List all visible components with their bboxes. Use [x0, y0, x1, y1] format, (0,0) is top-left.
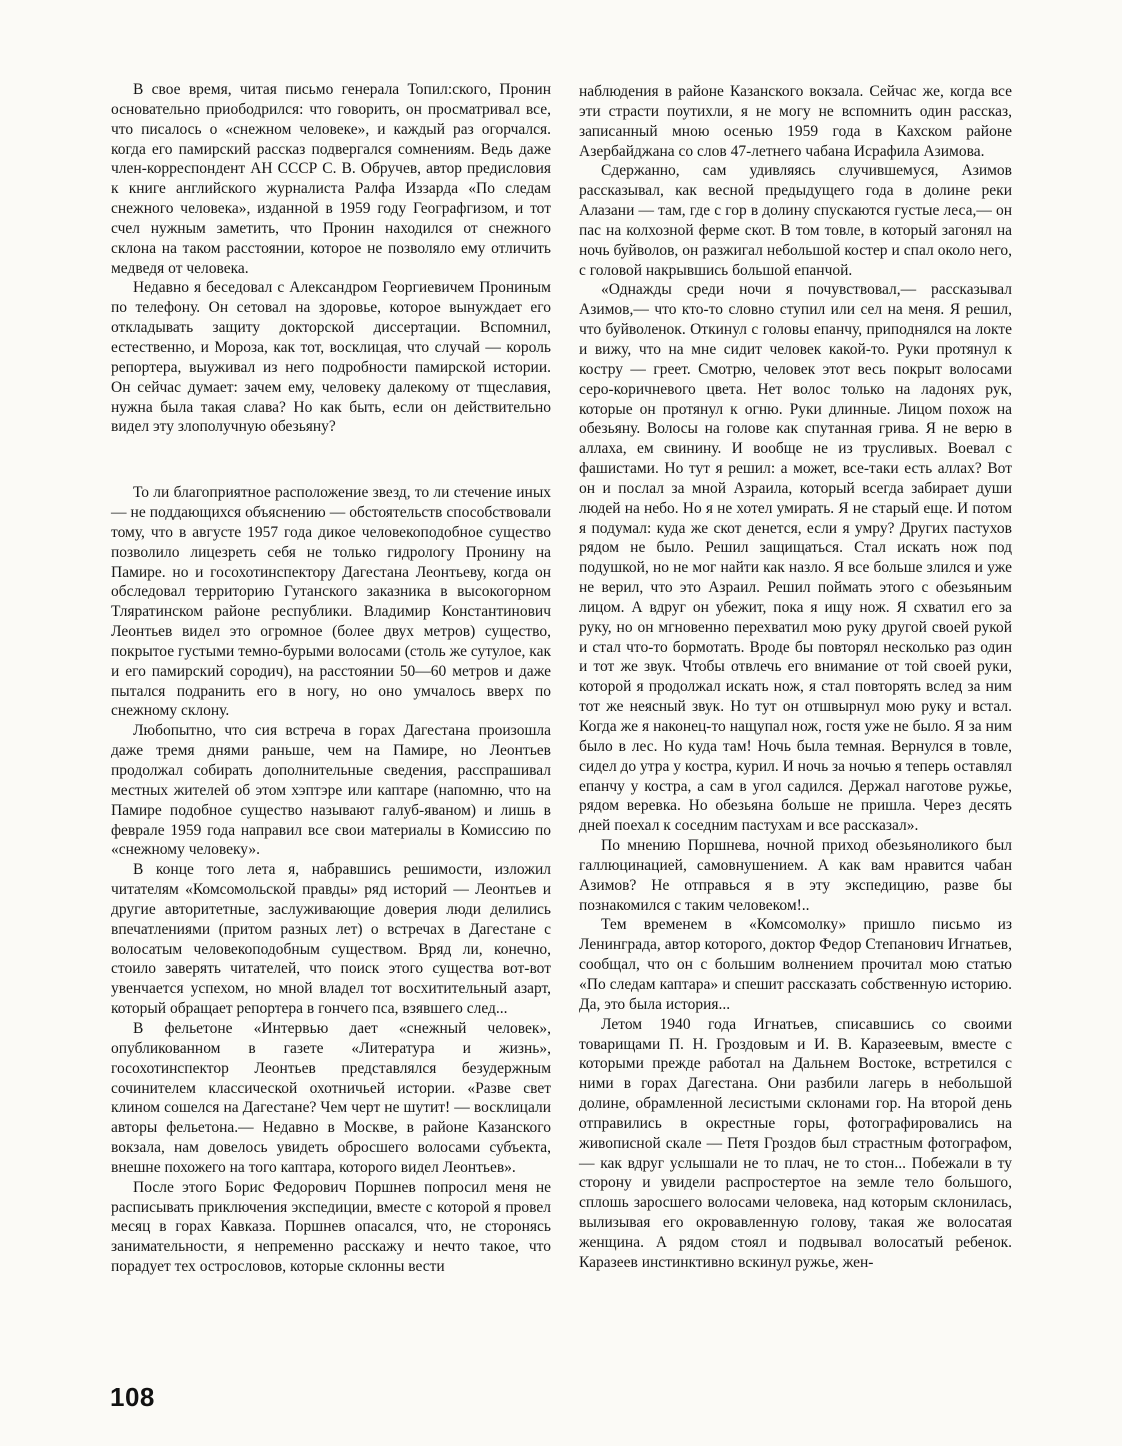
page-number: 108: [110, 1382, 155, 1412]
paragraph: наблюдения в районе Казанского вокзала. Сейчас же, когда все эти страсти поутихли, я не могу не вспомнить один рассказ, записанный мною осенью 1959 года в Кахском районе Азербайджана со слов 47-летнего чабана Исрафила Азимова.: [579, 83, 1012, 160]
paragraph: После этого Борис Федорович Поршнев попросил меня не расписывать приключения экспедиции, вместе с которой я провел месяц в горах Кавказа. Поршнев опасался, что, не сторонясь занимательности, я непременно расскажу и нечто такое, что порадует тех острословов, которые склонны вести: [111, 1178, 551, 1276]
paragraph: В свое время, читая письмо генерала Топил:ского, Пронин основательно приободрился: что говорить, он просматривал все, что писалось о «снежном человеке», и каждый раз огорчался. когда его памирский рассказ подвергался сомнениям. Ведь даже член-корреспондент АН СССР С. В. Обручев, автор предисловия к книге английского журналиста Ралфа Иззарда «По следам снежного человека», изданной в 1959 году Географгизом, и тот счел нужным заметить, что Пронин находился от снежного склона на таком расстоянии, которое не позволяло ему отличить медведя от человека.: [111, 81, 551, 277]
paragraph: По мнению Поршнева, ночной приход обезьяноликого был галлюцинацией, самовнушением. А как вам нравится чабан Азимов? Не отправься я в эту экспедицию, разве бы познакомился с таким человеком!..: [579, 837, 1012, 914]
paragraph: Тем временем в «Комсомолку» пришло письмо из Ленинграда, автор которого, доктор Федор Степанович Игнатьев, сообщал, что он с большим волнением прочитал мою статью «По следам каптара» и спешит рассказать собственную историю. Да, это была история...: [579, 916, 1012, 1013]
paragraph: В конце того лета я, набравшись решимости, изложил читателям «Комсомольской правды» ряд историй — Леонтьев и другие авторитетные, заслуживающие доверия люди делились впечатлениями (притом разных лет) о встречах в Дагестане с волосатым человекоподобным существом. Вряд ли, конечно, стоило заверять читателей, что поиск этого существа вот-вот увенчается успехом, но мной владел тот восхитительный азарт, который обращает репортера в гончего пса, взявшего след...: [111, 861, 551, 1018]
left-column: [111, 80, 551, 1277]
paragraph: «Однажды среди ночи я почувствовал,— рассказывал Азимов,— что кто-то словно ступил или сел на меня. Я решил, что буйволенок. Откинул с головы епанчу, приподнялся на локте и вижу, что на мне сидит человек какой-то. Руки протянул к костру — греет. Смотрю, человек этот весь покрыт волосами серо-коричневого цвета. Нет волос только на ладонях рук, которые он протянул к огню. Руки длинные. Лицом похож на обезьяну. Волосы на голове как спутанная грива. Я не верю в аллаха, ем свинину. И вообще не из трусливых. Воевал с фашистами. Но тут я решил: а может, все-таки есть аллах? Вот он и послал за мной Азраила, который всегда забирает души людей на небо. Но я не хотел умирать. Я не старый еще. И потом я подумал: куда же скот денется, если я умру? Других пастухов рядом не было. Решил защищаться. Стал искать нож под подушкой, но не мог найти как назло. Я все больше злился и уже не верил, что это Азраил. Решил поймать этого с обезьяньим лицом. А вдруг он убежит, пока я ищу нож. Я схватил его за руку, но он мгновенно перехватил мою руку другой своей рукой и стал что-то бормотать. Вроде бы повторял несколько раз один и тот же звук. Чтобы отвлечь его внимание от той своей руки, которой я продолжал искать нож, я стал повторять вслед за ним тот же неясный звук. Но тут он отшвырнул мою руку и встал. Когда же я наконец-то нащупал нож, гостя уже не было. Я за ним было в лес. Но куда там! Ночь была темная. Вернулся в товле, сидел до утра у костра, курил. И ночь за ночью я теперь оставлял епанчу у костра, а сам в угол садился. Держал наготове ружье, рядом веревка. Но обезьяна больше не пришла. Через десять дней поехал к соседним пастухам и все рассказал».: [579, 281, 1012, 835]
paragraph: Любопытно, что сия встреча в горах Дагестана произошла даже тремя днями раньше, чем на Памире, но Леонтьев продолжал собирать дополнительные сведения, расспрашивал местных жителей об этом хэптэре или каптаре (напомню, что на Памире подобное существо называют галуб-яваном) и лишь в феврале 1959 года направил все свои материалы в Комиссию по «снежному человеку».: [111, 722, 551, 859]
paragraph: То ли благоприятное расположение звезд, то ли стечение иных — не поддающихся объяснению — обстоятельств способствовали тому, что в августе 1957 года дикое человекоподобное существо позволило лицезреть себя не только гидрологу Пронину на Памире. но и госохотинспектору Дагестана Леонтьеву, когда он обследовал территорию Гутанского заказника в высокогорном Тляратинском районе республики. Владимир Константинович Леонтьев видел это огромное (более двух метров) существо, покрытое густыми темно-бурыми волосами (столь же сутулое, как и его памирский сородич), на расстоянии 50—60 метров и даже пытался подранить его в ногу, но оно умчалось вверх по снежному склону.: [111, 484, 551, 720]
paragraph: Летом 1940 года Игнатьев, списавшись со своими товарищами П. Н. Гроздовым и И. В. Каразеевым, вместе с которыми прежде работал на Дальнем Востоке, встретился с ними в горах Дагестана. Они разбили лагерь в небольшой долине, обрамленной лесистыми склонами гор. На второй день отправились в окрестные горы, фотографировались на живописной скале — Петя Гроздов был страстным фотографом,— как вдруг услышали не то плач, не то стон... Побежали в ту сторону и увидели распростертое на земле тело большого, сплошь заросшего волосами человека, над которым склонилась, вылизывая его окровавленную голову, такая же волосатая женщина. А рядом стоял и подвывал волосатый ребенок. Каразеев инстинктивно вскинул ружье, жен-: [579, 1015, 1012, 1271]
paragraph: Недавно я беседовал с Александром Георгиевичем Прониным по телефону. Он сетовал на здоровье, которое вынуждает его откладывать защиту докторской диссертации. Вспомнил, естественно, и Мороза, как тот, восклицая, что случай — король репортера, выуживал из него подробности памирской истории. Он сейчас думает: зачем ему, человеку далекому от тщеславия, нужна была такая слава? Но как быть, если он действительно видел эту злополучную обезьяну?: [111, 279, 551, 436]
section-break: [111, 437, 551, 483]
paragraph: Сдержанно, сам удивляясь случившемуся, Азимов рассказывал, как весной предыдущего года в долине реки Алазани — там, где с гор в долину спускаются густые леса,— он пас на колхозной ферме скот. В том товле, в который загонял на ночь буйволов, он разжигал небольшой костер и спал около него, с головой накрывшись большой епанчой.: [579, 162, 1012, 279]
paragraph: В фельетоне «Интервью дает «снежный человек», опубликованном в газете «Литература и жизнь», госохотинспектор Леонтьев представлялся безудержным сочинителем классической охотничьей истории. «Разве свет клином сошелся на Дагестане? Чем черт не шутит! — восклицали авторы фельетона.— Недавно в Москве, в районе Казанского вокзала, нам довелось увидеть обросшего волосами субъекта, внешне похожего на того каптара, которого видел Леонтьев».: [111, 1019, 551, 1176]
right-column: [579, 82, 1012, 1273]
